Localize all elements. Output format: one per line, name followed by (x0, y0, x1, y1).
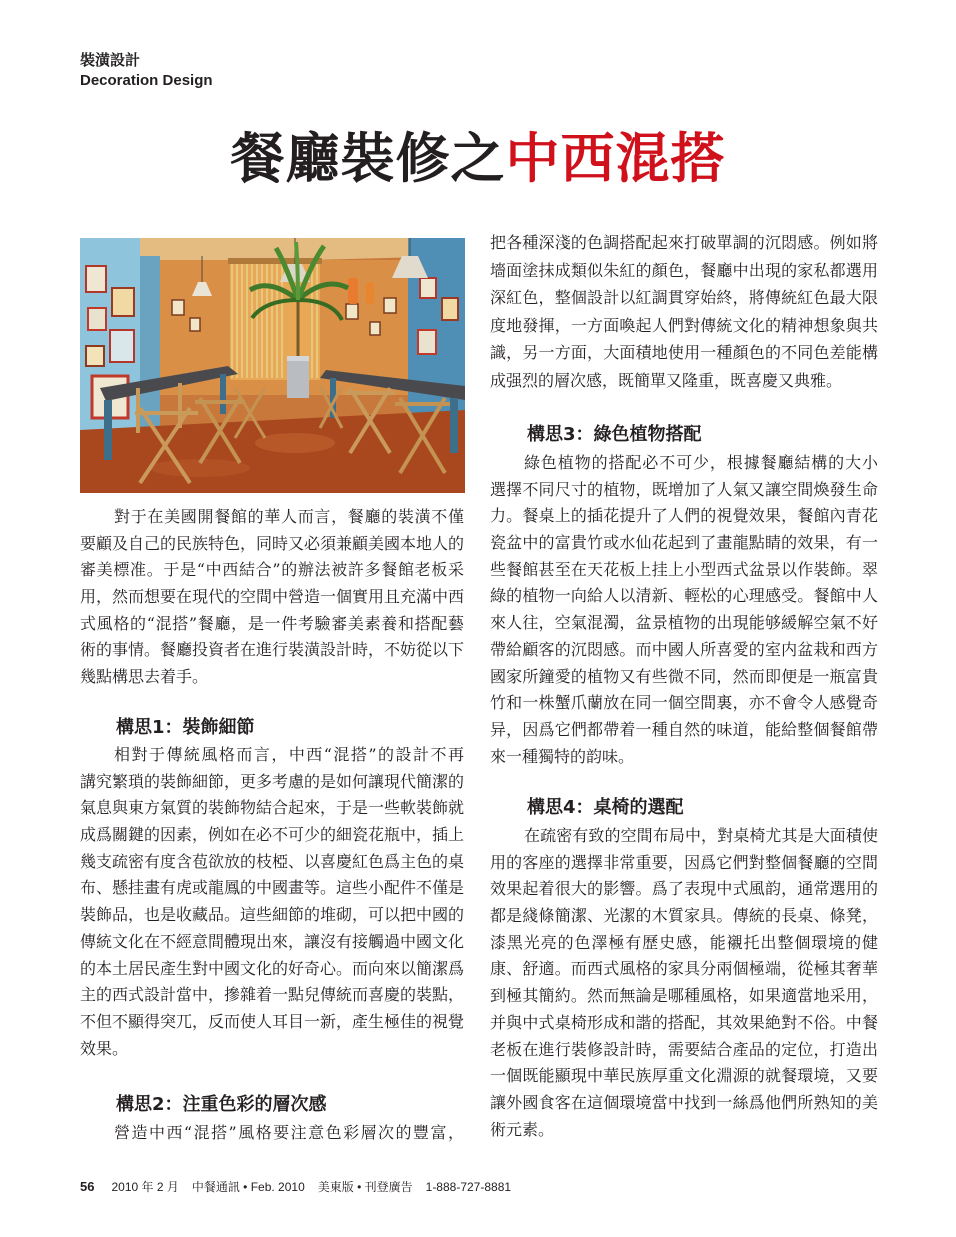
text-line: 相對于傳統風格而言，中西“混搭”的設計不再 (114, 745, 464, 764)
lantern (348, 278, 358, 304)
paragraph (490, 823, 878, 1143)
paragraph (490, 450, 878, 770)
text-line: 氣息與東方氣質的裝飾物結合起來，于是一些軟裝飾就 (80, 798, 464, 818)
text-line: 要顧及自己的民族特色，同時又必須兼顧美國本地人的 (80, 533, 464, 553)
text-line: 幾點構思去着手。 (80, 667, 209, 687)
section-heading: 構思3：綠色植物搭配 (527, 424, 702, 445)
issue-date: 2010 年 2 月 (111, 1180, 179, 1194)
section-heading: 構思4：桌椅的選配 (527, 797, 684, 818)
text-line: 幾支疏密有度含苞欲放的枝椏、以喜慶紅色爲主色的桌 (80, 851, 464, 871)
edition-label: 美東版 • 刊登廣告 (317, 1180, 413, 1194)
text-line: 竹和一株蟹爪蘭放在同一個空間裏，亦不會令人感覺奇 (490, 693, 878, 713)
page-number: 56 (80, 1179, 95, 1194)
text-line: 帶給顧客的沉悶感。而中國人所喜愛的室内盆栽和西方 (490, 639, 878, 659)
paragraph (80, 1120, 464, 1147)
text-line: 來一種獨特的韵味。 (490, 746, 635, 766)
paragraph-continued (490, 229, 878, 394)
text-line: 都是綫條簡潔、光潔的木質家具。傳統的長桌、條凳， (490, 906, 878, 926)
text-line: 傳統文化在不經意間體現出來，讓沒有接觸過中國文化 (80, 931, 464, 951)
text-line: 國家所鐘愛的植物又有些微不同，然而即便是一瓶富貴 (490, 666, 878, 686)
restaurant-photo (80, 238, 465, 493)
text-line: 效果起着很大的影響。爲了表現中式風韵，通常選用的 (490, 879, 878, 899)
text-line: 術元素。 (490, 1119, 555, 1139)
text-line: 到極其簡約。然而無論是哪種風格，如果適當地采用， (490, 986, 878, 1006)
text-line: 用，然而想要在現代的空間中營造一個實用且充滿中西 (80, 587, 464, 607)
article-title (0, 128, 956, 190)
text-line: 成爲關鍵的因素，例如在必不可少的細瓷花瓶中，插上 (80, 825, 464, 845)
publication-name: 中餐通訊 • Feb. 2010 (191, 1180, 305, 1194)
advertising-phone: 1-888-727-8881 (425, 1180, 512, 1194)
text-line: 來人往，空氣混濁，盆景植物的出現能够緩解空氣不好 (490, 613, 878, 633)
text-line: 主的西式設計當中，摻雜着一點兒傳統而喜慶的裝點， (80, 985, 464, 1005)
text-line: 异，因爲它們都帶着一種自然的味道，能給整個餐館帶 (490, 719, 878, 739)
section-label-zh: 裝潢設計 (80, 51, 141, 69)
text-line: 些餐館甚至在天花板上挂上小型西式盆景以作裝飾。翠 (490, 559, 878, 579)
text-line: 漆黑光亮的色澤極有歷史感，能襯托出整個環境的健 (490, 932, 878, 952)
text-line: 成强烈的層次感，既簡單又隆重，既喜慶又典雅。 (490, 370, 843, 390)
text-line: 不但不顯得突兀，反而使人耳目一新，產生極佳的視覺 (80, 1011, 464, 1031)
plant-pot (287, 356, 309, 398)
text-line: 用的客座的選擇非常重要，因爲它們對整個餐廳的空間 (490, 852, 878, 872)
text-line: 選擇不同尺寸的植物，既增加了人氣又讓空間煥發生命 (490, 479, 878, 499)
text-line: 的本土居民產生對中國文化的好奇心。而向來以簡潔爲 (80, 958, 464, 978)
text-line: 講究繁瑣的裝飾細節，更多考慮的是如何讓現代簡潔的 (80, 771, 464, 791)
text-line: 術的事情。餐廳投資者在進行裝潢設計時，不妨從以下 (80, 640, 464, 660)
page-footer (80, 1179, 511, 1195)
text-line: 并與中式桌椅形成和諧的搭配，其效果絶對不俗。中餐 (490, 1012, 878, 1032)
text-line: 力。餐桌上的插花提升了人們的視覺效果，餐館內青花 (490, 506, 878, 526)
title-accent: 中西混搭 (505, 127, 726, 190)
section-label-en: Decoration Design (80, 72, 213, 89)
title-lead: 餐廳裝修之 (230, 127, 506, 190)
text-line: 老板在進行裝修設計時，需要結合產品的定位，打造出 (490, 1039, 878, 1059)
text-line: 布、懸挂畫有虎或龍鳳的中國畫等。這些小配件不僅是 (80, 878, 464, 898)
text-line: 一個既能顯現中華民族厚重文化淵源的就餐環境，又要 (490, 1066, 878, 1086)
text-line: 識，另一方面，大面積地使用一種顏色的不同色差能構 (490, 343, 878, 362)
text-line: 綠的植物一向給人以清新、輕松的心理感受。餐館中人 (490, 586, 878, 606)
text-line: 裝飾品，也是收藏品。這些細節的堆砌，可以把中國的 (80, 905, 464, 925)
text-line: 康、舒適。而西式風格的家具分兩個極端，從極其奢華 (490, 959, 878, 979)
paragraph (80, 742, 464, 1062)
text-line: 深紅色，整個設計以紅調貫穿始終，將傳統紅色最大限 (490, 288, 878, 307)
text-line: 綠色植物的搭配必不可少，根據餐廳結構的大小 (524, 453, 878, 472)
text-line: 在疏密有致的空間布局中，對桌椅尤其是大面積使 (524, 826, 878, 845)
text-line: 式風格的“混搭”餐廳，是一件考驗審美素養和搭配藝 (80, 613, 464, 633)
text-line: 對于在美國開餐館的華人而言，餐廳的裝潢不僅 (114, 507, 464, 526)
text-line: 審美標准。于是“中西結合”的辦法被許多餐館老板采 (80, 560, 464, 580)
lantern (366, 282, 374, 304)
intro-paragraph (80, 504, 464, 691)
section-heading: 構思2：注重色彩的層次感 (116, 1094, 327, 1115)
text-line: 效果。 (80, 1038, 129, 1058)
text-line: 營造中西“混搭”風格要注意色彩層次的豐富， (114, 1123, 464, 1142)
text-line: 度地發揮，一方面喚起人們對傳統文化的精神想象與共 (490, 315, 878, 335)
text-line: 墻面塗抹成類似朱紅的顏色，餐廳中出現的家私都選用 (490, 260, 878, 280)
text-line: 把各種深淺的色調搭配起來打破單調的沉悶感。例如將 (490, 233, 878, 252)
section-heading: 構思1：裝飾細節 (116, 717, 255, 738)
text-line: 讓外國食客在這個環境當中找到一絲爲他們所熟知的美 (490, 1092, 878, 1112)
text-line: 瓷盆中的富貴竹或水仙花起到了畫龍點睛的效果，有一 (490, 533, 878, 553)
